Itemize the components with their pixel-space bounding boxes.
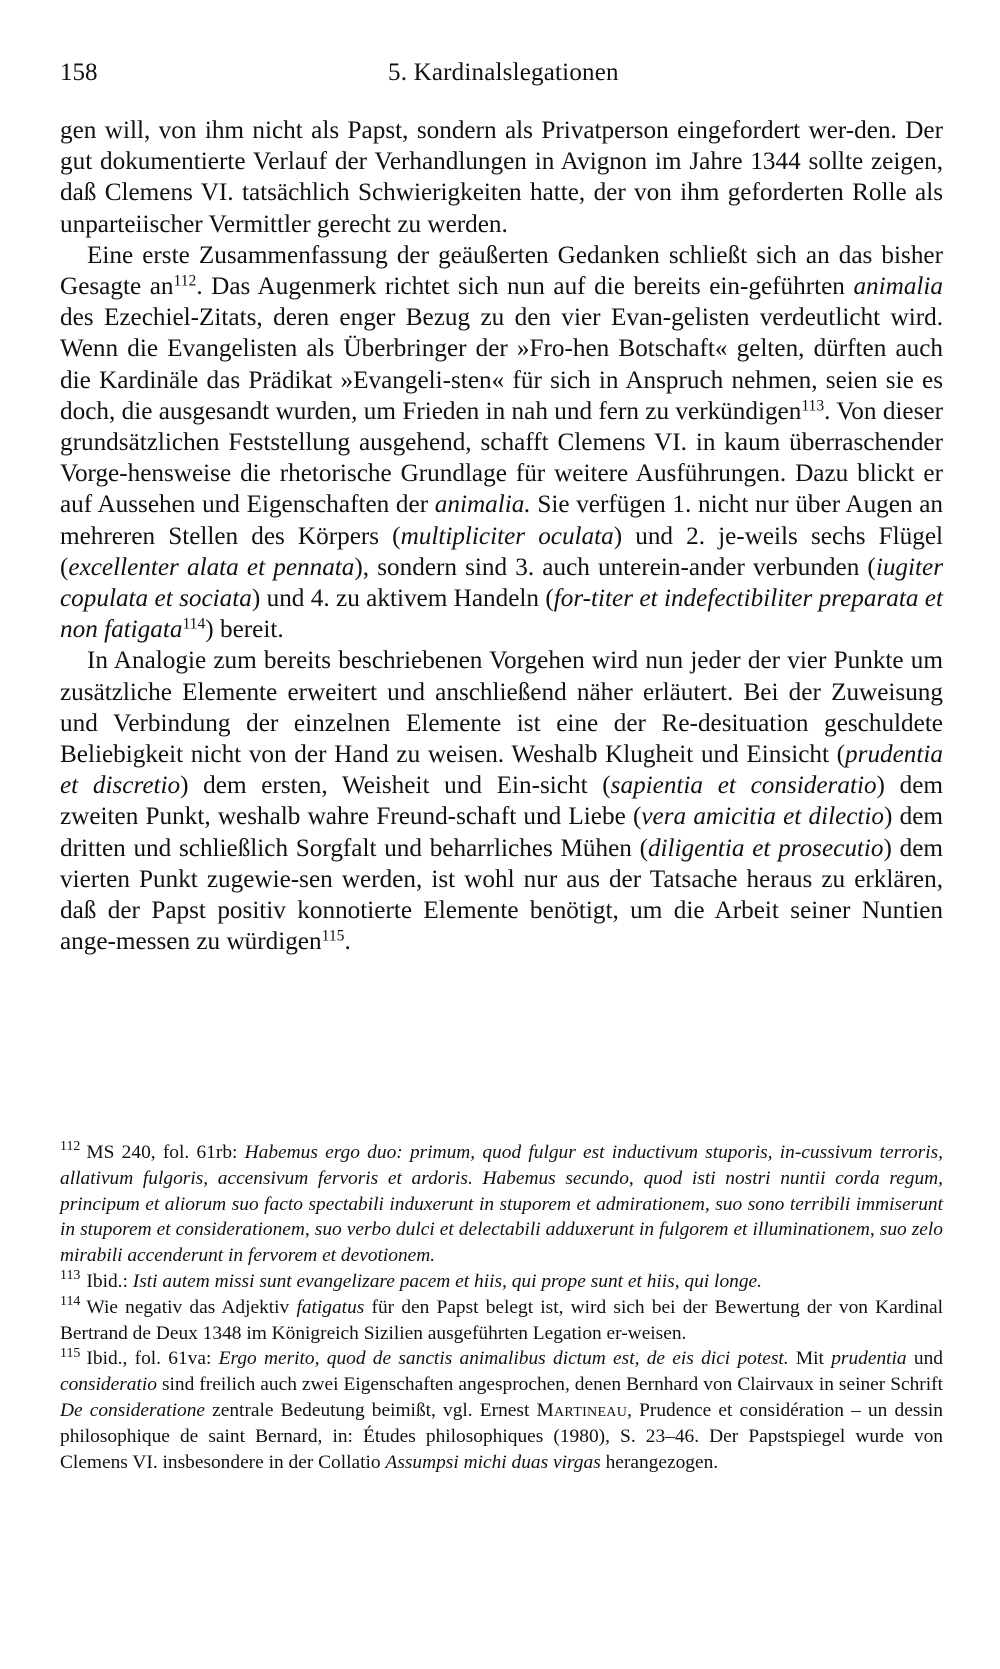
text-segment: Sie verfügen 1. nicht nur über Augen an mehreren Stellen des Körpers ( xyxy=(60,491,943,550)
footnote-reference: 113 xyxy=(801,397,825,415)
italic-latin-term: prudentia xyxy=(831,1348,907,1370)
text-segment: MS 240, fol. 61rb: xyxy=(86,1142,245,1163)
italic-latin-term: iugiter copulata et sociata xyxy=(60,553,943,613)
text-segment: ) dem vierten Punkt zugewie-sen werden, ist wohl nur aus der Tatsache heraus zu erklären, daß der Papst positiv konnotierte Elemente benötigt, um die Arbeit seiner Nuntien ange-messen zu würdigen xyxy=(60,834,943,956)
italic-latin-term: multipliciter oculata xyxy=(400,522,614,550)
text-segment: ) und 4. zu aktivem Handeln ( xyxy=(251,585,554,613)
italic-latin-term: vera amicitia et dilectio xyxy=(641,803,885,831)
text-segment: des Ezechiel-Zitats, deren enger Bezug zu den vier Evan-gelisten verdeutlicht wird. Wenn die Evangelisten als Überbringer der »Fro-hen Botschaft« gelten, dürften auch die Kardinäle das Prädikat »Evangeli-sten« für sich in Anspruch nehmen, seien sie es doch, die ausgesandt wurden, um Frieden in nah und fern zu verkündigen xyxy=(60,304,943,425)
italic-latin-term: Habemus ergo duo: primum, quod fulgur est inductivum stuporis, in-cussivum terroris, allativum fulgoris, accensivum fervoris et ardoris. Habemus secundo, quod isti nostri nuntii corda regum, principum et aliorum suo facto spectabili induxerunt in stuporem et admirationem, suo sono terribili immiserunt in stuporem et considerationem, suo verbo dulci et delectabili adduxerunt in fulgorem et illuminationem, suo zelo mirabili accenderunt in fervorem et devotionem. xyxy=(60,1142,944,1267)
text-segment: In Analogie zum bereits beschriebenen Vorgehen wird nun jeder der vier Punkte um zusätzliche Elemente erweitert und anschließend näher erläutert. Bei der Zuweisung und Verbindung der einzelnen Elemente ist eine der Re-desituation geschuldete Beliebigkeit nicht von der Hand zu weisen. Weshalb Klugheit und Einsicht ( xyxy=(60,647,943,769)
italic-latin-term: diligentia et prosecutio xyxy=(647,834,884,862)
footnote-reference: 114 xyxy=(182,615,206,633)
text-segment: Mit xyxy=(788,1348,832,1370)
text-segment: ) und 2. je-weils sechs Flügel ( xyxy=(60,522,943,581)
text-segment: ) dem ersten, Weisheit und Ein-sicht ( xyxy=(180,772,611,800)
italic-latin-term: prudentia et discretio xyxy=(60,741,943,800)
italic-latin-term: consideratio xyxy=(60,1374,157,1396)
footnote-reference: 112 xyxy=(173,272,197,290)
italic-latin-term: Assumpsi michi duas virgas xyxy=(385,1451,601,1473)
footnote-number: 113 xyxy=(60,1268,81,1284)
footnote xyxy=(60,1295,943,1347)
text-segment: Ibid., fol. 61va: xyxy=(86,1348,219,1370)
footnote-reference: 115 xyxy=(321,927,345,945)
text-segment: Ibid.: xyxy=(86,1270,133,1292)
text-segment: sind freilich auch zwei Eigenschaften angesprochen, denen Bernhard von Clairvaux in seiner Schrift xyxy=(156,1374,943,1396)
main-text xyxy=(60,115,943,957)
italic-latin-term: De consideratione xyxy=(60,1399,205,1421)
footnote-number: 114 xyxy=(60,1294,81,1310)
footnote-number: 112 xyxy=(60,1139,81,1155)
text-segment: ) dem dritten und schließlich Sorgfalt und beharrliches Mühen ( xyxy=(60,803,943,862)
text-segment: Eine erste Zusammenfassung der geäußerten Gedanken schließt sich an das bisher Gesagte an xyxy=(60,241,943,301)
paragraph xyxy=(60,240,943,646)
page-header xyxy=(60,55,943,91)
text-segment: ) bereit. xyxy=(205,616,284,644)
italic-latin-term: Ergo merito, quod de sanctis animalibus dictum est, de eis dici potest. xyxy=(218,1348,789,1370)
italic-latin-term: animalia. xyxy=(434,491,531,519)
text-segment: gen will, von ihm nicht als Papst, sondern als Privatperson eingefordert wer-den. Der gut dokumentierte Verlauf der Verhandlungen in Avignon im Jahre 1344 sollte zeigen, daß Clemens VI. tatsächlich Schwierigkeiten hatte, der von ihm geforderten Rolle als unparteiischer Vermittler gerecht zu werden. xyxy=(60,117,943,238)
footnote xyxy=(60,1269,943,1295)
text-segment: zentrale Bedeutung beimißt, vgl. Ernest xyxy=(205,1399,537,1421)
italic-latin-term: for-titer et indefectibiliter preparata et non fatigata xyxy=(60,585,943,644)
text-segment: . xyxy=(344,928,351,956)
author-name: Martineau xyxy=(536,1399,628,1421)
text-segment: Wie negativ das Adjektiv xyxy=(86,1296,297,1318)
footnotes xyxy=(60,1140,943,1475)
text-segment: . Von dieser grundsätzlichen Feststellung ausgehend, schafft Clemens VI. in kaum überraschender Vorge-hensweise die rhetorische Grundlage für weitere Ausführungen. Dazu blickt er auf Aussehen und Eigenschaften der xyxy=(60,397,943,519)
italic-latin-term: Isti autem missi sunt evangelizare pacem et hiis, qui prope sunt et hiis, qui longe. xyxy=(132,1270,762,1292)
page-number: 158 xyxy=(60,59,98,86)
footnote xyxy=(60,1346,943,1475)
italic-latin-term: excellenter alata et pennata xyxy=(68,553,355,581)
paragraph xyxy=(60,645,943,957)
text-segment: und xyxy=(906,1348,943,1370)
footnote-number: 115 xyxy=(60,1345,81,1361)
text-segment: , Prudence et considération – un dessin philosophique de saint Bernard, in: Études philosophiques (1980), S. 23–46. Der Papstspiegel wurde von Clemens VI. insbesondere in der Collatio xyxy=(60,1399,943,1473)
text-segment: ), sondern sind 3. auch unterein-ander verbunden ( xyxy=(354,553,876,581)
text-segment: herangezogen. xyxy=(600,1451,719,1473)
paragraph xyxy=(60,115,943,240)
italic-latin-term: animalia xyxy=(853,273,943,301)
text-segment: ) dem zweiten Punkt, weshalb wahre Freund-schaft und Liebe ( xyxy=(60,772,944,831)
text-segment: für den Papst belegt ist, wird sich bei der Bewertung der von Kardinal Bertrand de Deux 1348 im Königreich Sizilien ausgeführten Legation er-weisen. xyxy=(60,1296,944,1344)
italic-latin-term: fatigatus xyxy=(296,1296,365,1318)
footnote xyxy=(60,1140,943,1269)
text-segment: . Das Augenmerk richtet sich nun auf die bereits ein-geführten xyxy=(196,273,854,301)
running-head: 5. Kardinalslegationen xyxy=(388,59,619,86)
italic-latin-term: sapientia et consideratio xyxy=(610,772,877,800)
